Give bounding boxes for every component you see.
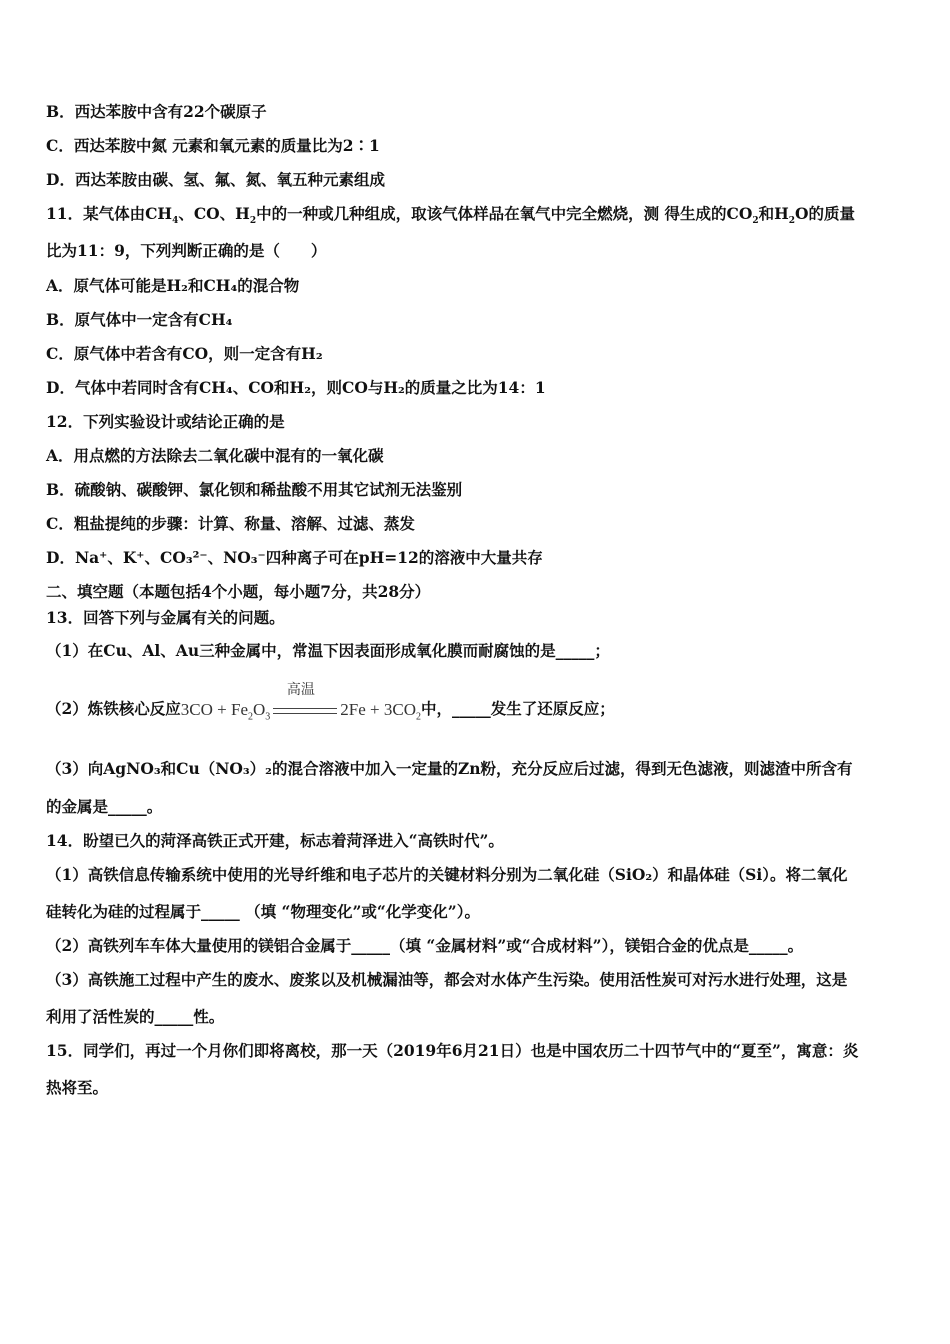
q14-part1-line2: 硅转化为硅的过程属于_____ （填 “物理变化”或“化学变化”）。 — [46, 902, 480, 921]
q11-option-b: B．原气体中一定含有CH₄ — [46, 310, 233, 329]
q11-stem-line1: 11．某气体由$CH_4$、CO、$H_2$中的一种或几种组成，取该气体样品在氧气中完全燃烧，测 得生成的$CO_2$和$H_2O$的质量 — [46, 204, 856, 227]
q12-option-c: C．粗盐提纯的步骤：计算、称量、溶解、过滤、蒸发 — [46, 514, 415, 533]
equation-arrow — [273, 708, 337, 714]
reaction-condition: 高温 — [286, 682, 315, 698]
q11-option-a: A．原气体可能是H₂和CH₄的混合物 — [46, 276, 300, 295]
q14-stem: 14．盼望已久的菏泽高铁正式开建，标志着菏泽进入“高铁时代”。 — [46, 831, 504, 850]
q11-stem-b: 中的一种或几种组成，取该气体样品在氧气中完全燃烧，测 得生成的 — [256, 204, 727, 223]
q13-part2 — [46, 682, 908, 723]
q14-part2: （2）高铁列车车体大量使用的镁铝合金属于_____（填 “金属材料”或“合成材料”），镁铝合金的优点是_____。 — [46, 936, 804, 955]
q12-stem: 12．下列实验设计或结论正确的是 — [46, 412, 285, 431]
q14-part3-line1: （3）高铁施工过程中产生的废水、废浆以及机械漏油等，都会对水体产生污染。使用活性炭可对污水进行处理，这是 — [46, 970, 848, 989]
q13-part1: （1）在Cu、Al、Au三种金属中，常温下因表面形成氧化膜而耐腐蚀的是_____； — [46, 641, 610, 660]
q13-part3-line2: 的金属是_____。 — [46, 797, 163, 816]
iron-smelting-equation: $3CO + Fe_2O_3$ 高温 $2Fe + 3CO_2$ — [180, 682, 421, 723]
section-heading: 二、填空题（本题包括4个小题，每小题7分，共28分） — [46, 582, 431, 601]
q12-option-d: D．Na⁺、K⁺、CO₃²⁻、NO₃⁻四种离子可在pH=12的溶液中大量共存 — [46, 548, 543, 567]
q12-option-a: A．用点燃的方法除去二氧化碳中混有的一氧化碳 — [46, 446, 384, 465]
q14-part1-line1: （1）高铁信息传输系统中使用的光导纤维和电子芯片的关键材料分别为二氧化硅（SiO₂）和晶体硅（Si）。将二氧化 — [46, 865, 848, 884]
q10-option-c: C．西达苯胺中氮 元素和氧元素的质量比为2∶1 — [46, 136, 380, 155]
q11-option-c: C．原气体中若含有CO，则一定含有H₂ — [46, 344, 323, 363]
q15-line1: 15．同学们，再过一个月你们即将离校，那一天（2019年6月21日）也是中国农历二十四节气中的“夏至”，寓意：炎 — [46, 1041, 859, 1060]
q10-option-b: B．西达苯胺中含有22个碳原子 — [46, 102, 267, 121]
q13-part3-line1: （3）向AgNO₃和Cu（NO₃）₂的混合溶液中加入一定量的Zn粉，充分反应后过滤，得到无色滤液，则滤渣中所含有 — [46, 759, 853, 778]
q14-part3-line2: 利用了活性炭的_____性。 — [46, 1007, 225, 1026]
q15-line2: 热将至。 — [46, 1078, 109, 1097]
q10-option-d: D．西达苯胺由碳、氢、氟、氮、氧五种元素组成 — [46, 170, 385, 189]
q11-stem-c: 的质量 — [808, 204, 856, 223]
q13-stem: 13．回答下列与金属有关的问题。 — [46, 608, 285, 627]
q11-stem-a: 11．某气体由 — [46, 204, 146, 223]
q13-part2-post: 中，_____发生了还原反应； — [420, 699, 615, 718]
q11-option-d: D．气体中若同时含有CH₄、CO和H₂，则CO与H₂的质量之比为14：1 — [46, 378, 546, 397]
q11-stem-line2: 比为11：9，下列判断正确的是（ ） — [46, 241, 327, 260]
q12-option-b: B．硫酸钠、碳酸钾、氯化钡和稀盐酸不用其它试剂无法鉴别 — [46, 480, 463, 499]
q13-part2-pre: （2）炼铁核心反应 — [46, 699, 181, 718]
